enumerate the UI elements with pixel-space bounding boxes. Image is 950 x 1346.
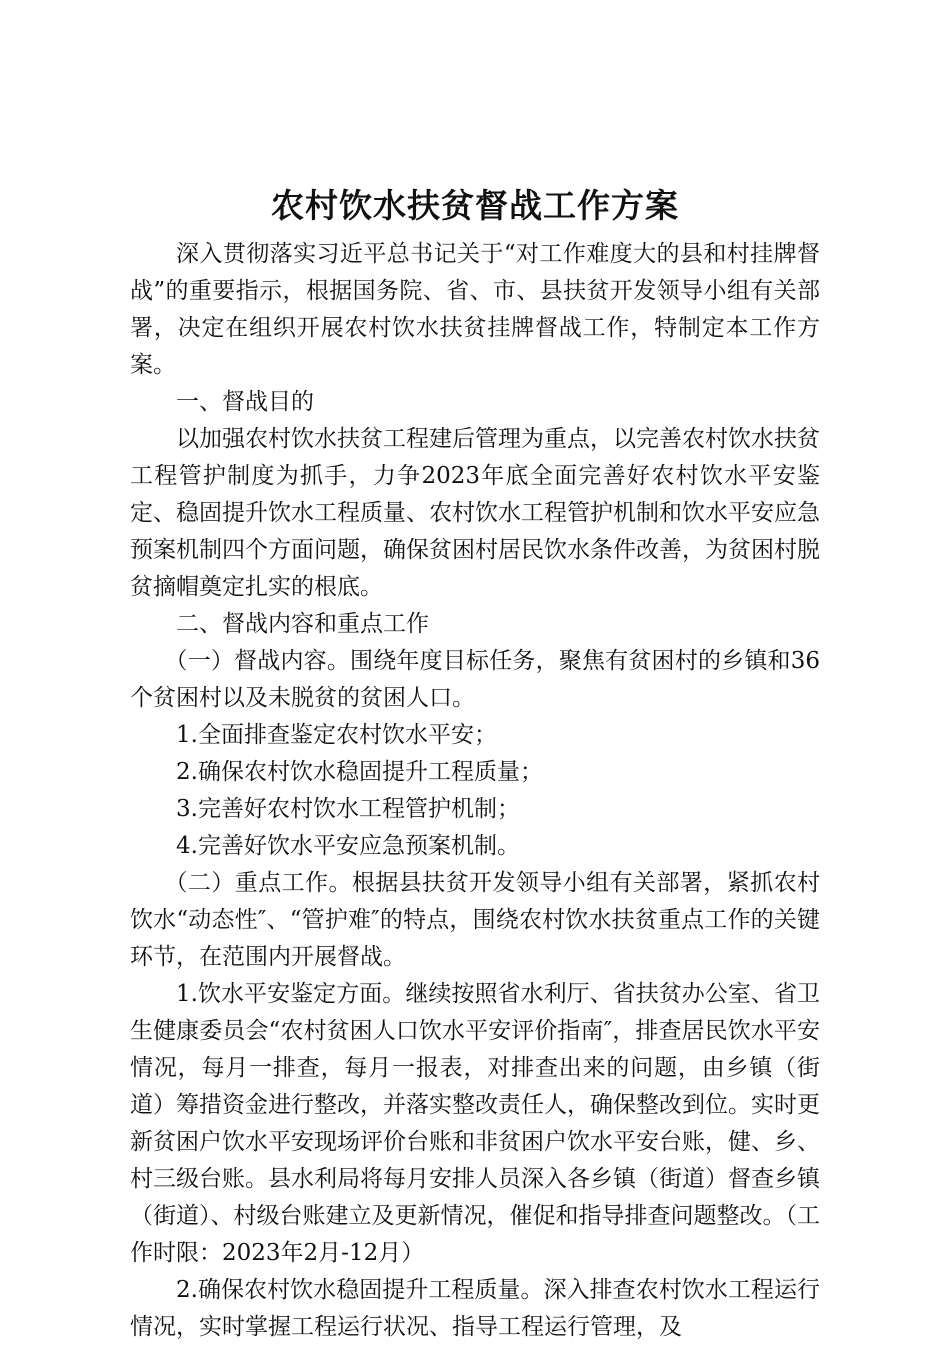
section-heading-goal: 一、督战目的 xyxy=(176,389,314,415)
goal-paragraph: 以加强农村饮水扶贫工程建后管理为重点，以完善农村饮水扶贫工程管护制度为抓手，力争2023年底全面完善好农村饮水平安鉴定、稳固提升饮水工程质量、农村饮水工程管护机制和饮水平安应急预案机制四个方面问题，确保贫困村居民饮水条件改善，为贫困村脱贫摘帽奠定扎实的根底。 xyxy=(130,426,820,600)
content-subsection-paragraph: （一）督战内容。围绕年度目标任务，聚焦有贫困村的乡镇和36个贫困村以及未脱贫的贫困人口。 xyxy=(130,648,820,711)
quality-paragraph: 2.确保农村饮水稳固提升工程质量。深入排查农村饮水工程运行情况，实时掌握工程运行状况、指导工程运行管理，及 xyxy=(130,1277,820,1340)
document-page xyxy=(130,180,820,1346)
list-item: 4.完善好饮水平安应急预案机制。 xyxy=(176,833,520,859)
document-title: 农村饮水扶贫督战工作方案 xyxy=(271,186,679,225)
safety-appraisal-paragraph: 1.饮水平安鉴定方面。继续按照省水利厅、省扶贫办公室、省卫生健康委员会“农村贫困人口饮水平安评价指南″，排查居民饮水平安情况，每月一排查，每月一报表，对排查出来的问题，由乡镇（街道）筹措资金进行整改，并落实整改责任人，确保整改到位。实时更新贫困户饮水平安现场评价台账和非贫困户饮水平安台账，健、乡、村三级台账。县水利局将每月安排人员深入各乡镇（街道）督查乡镇（街道）、村级台账建立及更新情况，催促和指导排查问题整改。（工作时限：2023年2月-12月） xyxy=(130,981,820,1266)
list-item: 2.确保农村饮水稳固提升工程质量； xyxy=(176,759,543,785)
list-item: 3.完善好农村饮水工程管护机制； xyxy=(176,796,520,822)
list-item: 1.全面排查鉴定农村饮水平安； xyxy=(176,722,497,748)
key-work-paragraph: （二）重点工作。根据县扶贫开发领导小组有关部署，紧抓农村饮水“动态性″、“管护难″的特点，围绕农村饮水扶贫重点工作的关键环节，在范围内开展督战。 xyxy=(130,870,820,970)
section-heading-content: 二、督战内容和重点工作 xyxy=(176,611,429,637)
intro-paragraph: 深入贯彻落实习近平总书记关于“对工作难度大的县和村挂牌督战”的重要指示，根据国务院、省、市、县扶贫开发领导小组有关部署，决定在组织开展农村饮水扶贫挂牌督战工作，特制定本工作方案。 xyxy=(130,241,820,378)
